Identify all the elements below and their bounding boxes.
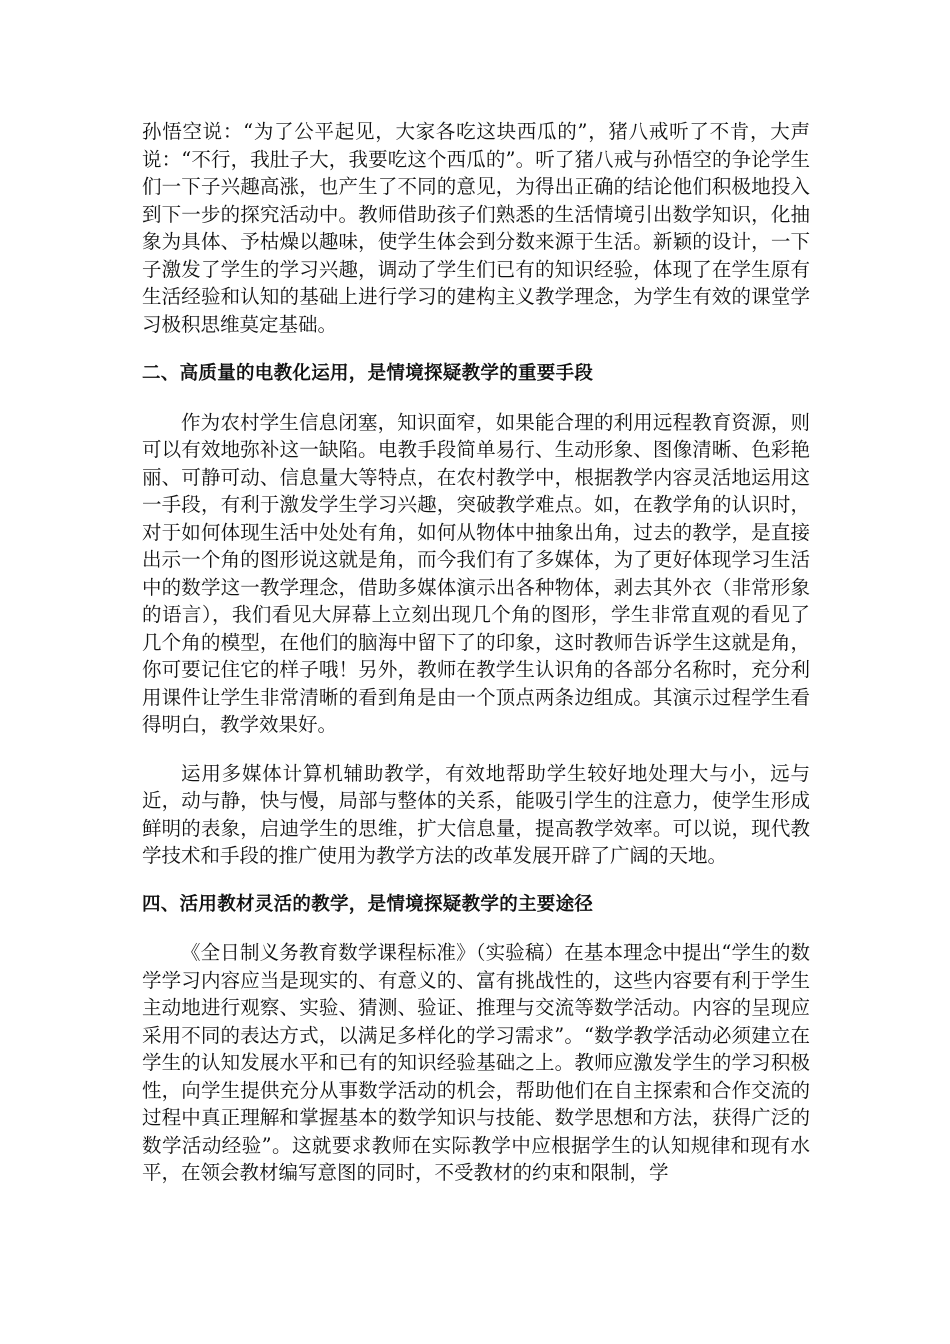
section-heading: 四、活用教材灵活的教学，是情境探疑教学的主要途径 xyxy=(142,893,594,915)
body-paragraph: 《全日制义务教育数学课程标准》（实验稿）在基本理念中提出“学生的数学学习内容应当是现实的、有意义的、富有挑战性的，这些内容要有利于学生主动地进行观察、实验、猜测、验证、推理与交流等数学活动。内容的呈现应采用不同的表达方式，以满足多样化的学习需求”。“数学教学活动必须建立在学生的认知发展水平和已有的知识经验基础之上。教师应激发学生的学习积极性，向学生提供充分从事数学活动的机会，帮助他们在自主探索和合作交流的过程中真正理解和掌握基本的数学知识与技能、数学思想和方法，获得广泛的数学活动经验”。这就要求教师在实际教学中应根据学生的认知规律和现有水平，在领会教材编写意图的同时，不受教材的约束和限制，学 xyxy=(142,941,810,1184)
document-page xyxy=(142,118,810,1187)
section-heading: 二、高质量的电教化运用，是情境探疑教学的重要手段 xyxy=(142,363,594,384)
body-paragraph: 运用多媒体计算机辅助教学，有效地帮助学生较好地处理大与小，远与近，动与静，快与慢，局部与整体的关系，能吸引学生的注意力，使学生形成鲜明的表象，启迪学生的思维，扩大信息量，提高教学效率。可以说，现代教学技术和手段的推广使用为教学方法的改革发展开辟了广阔的天地。 xyxy=(142,761,810,867)
body-paragraph: 作为农村学生信息闭塞，知识面窄，如果能合理的利用远程教育资源，则可以有效地弥补这一缺陷。电教手段简单易行、生动形象、图像清晰、色彩艳丽、可静可动、信息量大等特点，在农村教学中，根据教学内容灵活地运用这一手段，有利于激发学生学习兴趣，突破教学难点。如，在教学角的认识时，对于如何体现生活中处处有角，如何从物体中抽象出角，过去的教学，是直接出示一个角的图形说这就是角，而今我们有了多媒体，为了更好体现学习生活中的数学这一教学理念，借助多媒体演示出各种物体，剥去其外衣（非常形象的语言），我们看见大屏幕上立刻出现几个角的图形，学生非常直观的看见了几个角的模型，在他们的脑海中留下了的印象，这时教师告诉学生这就是角，你可要记住它的样子哦！另外，教师在教学生认识角的各部分名称时，充分利用课件让学生非常清晰的看到角是由一个顶点两条边组成。其演示过程学生看得明白，教学效果好。 xyxy=(142,410,810,736)
body-paragraph: 孙悟空说：“为了公平起见，大家各吃这块西瓜的”，猪八戒听了不肯，大声说：“不行，我肚子大，我要吃这个西瓜的”。听了猪八戒与孙悟空的争论学生们一下子兴趣高涨，也产生了不同的意见，为得出正确的结论他们积极地投入到下一步的探究活动中。教师借助孩子们熟悉的生活情境引出数学知识，化抽象为具体、予枯燥以趣味，使学生体会到分数来源于生活。新颖的设计，一下子激发了学生的学习兴趣，调动了学生们已有的知识经验，体现了在学生原有生活经验和认知的基础上进行学习的建构主义教学理念，为学生有效的课堂学习极积思维莫定基础。 xyxy=(142,120,810,336)
